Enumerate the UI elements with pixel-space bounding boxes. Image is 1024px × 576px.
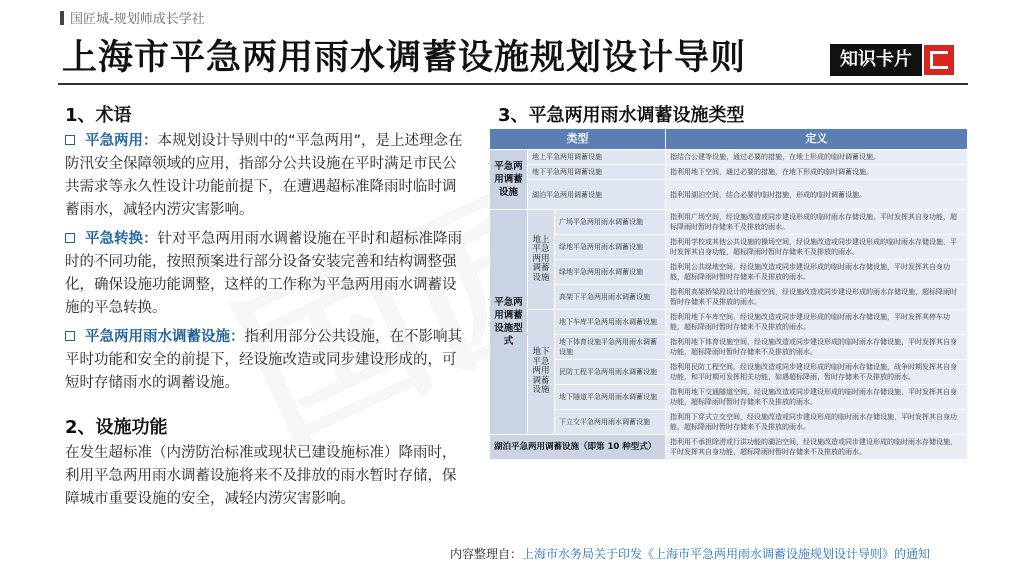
table-row	[490, 210, 968, 235]
subcategory-cell: 地上平急两用调蓄设施	[528, 210, 555, 310]
section-types-heading: 3、平急两用雨水调蓄设施类型	[498, 105, 745, 126]
term-text: 本规划设计导则中的“平急两用”，是上述理念在防汛安全保障领域的应用，指部分公共设施在平时满足市民公共需求等永久性设计功能前提下，在遭遇超标准降雨时临时调蓄雨水，减轻内涝灾害影响。	[65, 133, 463, 218]
checkbox-bullet-icon	[65, 135, 75, 145]
table-row	[490, 310, 968, 335]
function-paragraph: 在发生超标准（内涝防治标准或现状已建设施标准）降雨时，利用平急两用雨水调蓄设施将来不及排放的雨水暂时存储，保障城市重要设施的安全，减轻内涝灾害影响。	[65, 445, 457, 507]
term-label-sep: ：	[143, 133, 158, 149]
definition-cell: 指利用高架桥梁段设计的地面空间，经设施改造或同步建设形成的雨水存储设施，超标降雨时暂时存储来不及排放的雨水。	[666, 285, 968, 310]
term-label	[85, 329, 245, 345]
table-row	[490, 235, 968, 260]
title-divider	[58, 83, 968, 85]
term-label-text: 平急两用	[85, 133, 143, 149]
definition-cell: 指利用湖泊空间，结合必要的临时措施，形成的临时调蓄设施。	[666, 180, 968, 210]
definition-cell: 指利用下穿式立交空间，经设施改造或同步建设形成的临时雨水存储设施，平时发挥其自身功能，超标降雨时暂时存储来不及排放的雨水。	[666, 410, 968, 435]
type-name-cell: 广场平急两用雨水调蓄设施	[555, 210, 666, 235]
type-name-cell: 下立交平急两用雨水调蓄设施	[555, 410, 666, 435]
knowledge-card-badge	[830, 44, 954, 76]
definition-cell: 指利用广场空间，经设施改造或同步建设形成的临时雨水存储设施，平时发挥其自身功能，超标降雨时暂时存储来不及排放的雨水。	[666, 210, 968, 235]
term-label-sep: ：	[143, 231, 158, 247]
type-name-cell: 湖泊平急两用调蓄设施	[528, 180, 666, 210]
term-label-text: 平急两用雨水调蓄设施	[85, 329, 230, 345]
header-definition: 定义	[666, 129, 968, 150]
table-row	[490, 180, 968, 210]
checkbox-bullet-icon	[65, 331, 75, 341]
type-name-cell: 绿地平急两用雨水调蓄设施	[555, 260, 666, 285]
category-cell: 平急两用调蓄设施型式	[490, 210, 528, 435]
term-label	[85, 133, 158, 149]
page-title: 上海市平急两用雨水调蓄设施规划设计导则	[62, 38, 747, 78]
table-row	[490, 335, 968, 360]
type-name-cell: 民防工程平急两用雨水调蓄设施	[555, 360, 666, 385]
term-text: 针对平急两用雨水调蓄设施在平时和超标准降雨时的不同功能，按照预案进行部分设备安装完善和结构调整强化，确保设施功能调整，这样的工作称为平急两用雨水调蓄设施的平急转换。	[65, 231, 462, 316]
table-header-row	[490, 129, 968, 150]
type-name-cell: 地下车库平急两用雨水调蓄设施	[555, 310, 666, 335]
table-row	[490, 285, 968, 310]
table-row	[490, 410, 968, 435]
term-label-sep: ：	[230, 329, 245, 345]
lake-type-cell: 湖泊平急两用调蓄设施（即第 10 种型式）	[490, 435, 666, 460]
brand-header	[60, 8, 205, 27]
source-note	[450, 545, 930, 562]
brand-bar	[60, 11, 64, 25]
term-text: 指利用部分公共设施，在不影响其平时功能和安全的前提下，经设施改造或同步建设形成的，可短时存储雨水的调蓄设施。	[65, 329, 462, 391]
term-item	[65, 130, 465, 222]
section-function-heading: 2、设施功能	[65, 417, 168, 438]
definition-cell: 指利用公共绿地空间，经设施改造或同步建设形成的临时雨水存储设施，平时发挥其自身功能，超标降雨时暂时存储来不及排放的雨水。	[666, 260, 968, 285]
table-row	[490, 360, 968, 385]
definition-cell: 指利用学校或其他公共设施的操场空间，经设施改造或同步建设形成的临时雨水存储设施，平时发挥其自身功能，超标降雨时暂时存储来不及排放的雨水。	[666, 235, 968, 260]
term-label	[85, 231, 158, 247]
brand-logo-icon	[924, 45, 954, 75]
definition-cell: 指利用地下交通隧道空间，经设施改造或同步建设形成的临时雨水存储设施，平时发挥其自身功能，超标降雨时暂时存储来不及排放的雨水。	[666, 385, 968, 410]
table-row	[490, 260, 968, 285]
source-prefix: 内容整理自：	[450, 547, 523, 561]
type-name-cell: 高架下平急两用雨水调蓄设施	[555, 285, 666, 310]
subcategory-cell: 地下平急两用调蓄设施	[528, 310, 555, 435]
table-row	[490, 435, 968, 460]
type-name-cell: 地下平急两用调蓄设施	[528, 165, 666, 180]
type-name-cell: 地下体育设施平急两用雨水调蓄设施	[555, 335, 666, 360]
type-name-cell: 绿地平急两用雨水调蓄设施	[555, 235, 666, 260]
badge-label: 知识卡片	[830, 44, 922, 76]
category-cell: 平急两用调蓄设施	[490, 150, 528, 210]
definition-cell: 指利用地下车库空间，经设施改造或同步建设形成的临时雨水存储设施，平时发挥其停车功能，超标降雨时暂时存储来不及排放的雨水。	[666, 310, 968, 335]
type-name-cell: 地下隧道平急两用雨水调蓄设施	[555, 385, 666, 410]
term-item	[65, 326, 465, 395]
facility-types-table	[489, 128, 968, 460]
type-name-cell: 地上平急两用调蓄设施	[528, 150, 666, 165]
definition-cell: 指利用不承担除涝或行洪功能的湖泊空间，经设施改造或同步建设形成的临时雨水存储设施，平时发挥其自身功能，超标降雨时暂时存储来不及排放的雨水。	[666, 435, 968, 460]
section-terms-heading: 1、术语	[65, 105, 132, 126]
term-item	[65, 228, 465, 320]
checkbox-bullet-icon	[65, 233, 75, 243]
definition-cell: 指利用地下空间，通过必要的措施，在地下形成的临时调蓄设施。	[666, 165, 968, 180]
table-row	[490, 165, 968, 180]
definition-cell: 指利用民防工程空间，经设施改造或同步建设形成的临时雨水存储设施，战争时期发挥其自身功能，和平时期可发挥相关功能，如遇超标降雨，暂时存储来不及排放的雨水。	[666, 360, 968, 385]
term-label-text: 平急转换	[85, 231, 143, 247]
table-row	[490, 385, 968, 410]
header-type: 类型	[490, 129, 666, 150]
source-link[interactable]: 上海市水务局关于印发《上海市平急两用雨水调蓄设施规划设计导则》的通知	[522, 547, 931, 561]
definition-cell: 指利用地下体育设施空间，经设施改造或同步建设形成的临时雨水存储设施，平时发挥其自身功能，超标降雨时暂时存储来不及排放的雨水。	[666, 335, 968, 360]
table-row	[490, 150, 968, 165]
brand-name: 国匠城-规划师成长学社	[70, 12, 205, 27]
definition-cell: 指结合公建等设施，通过必要的措施，在地上形成的临时调蓄设施。	[666, 150, 968, 165]
